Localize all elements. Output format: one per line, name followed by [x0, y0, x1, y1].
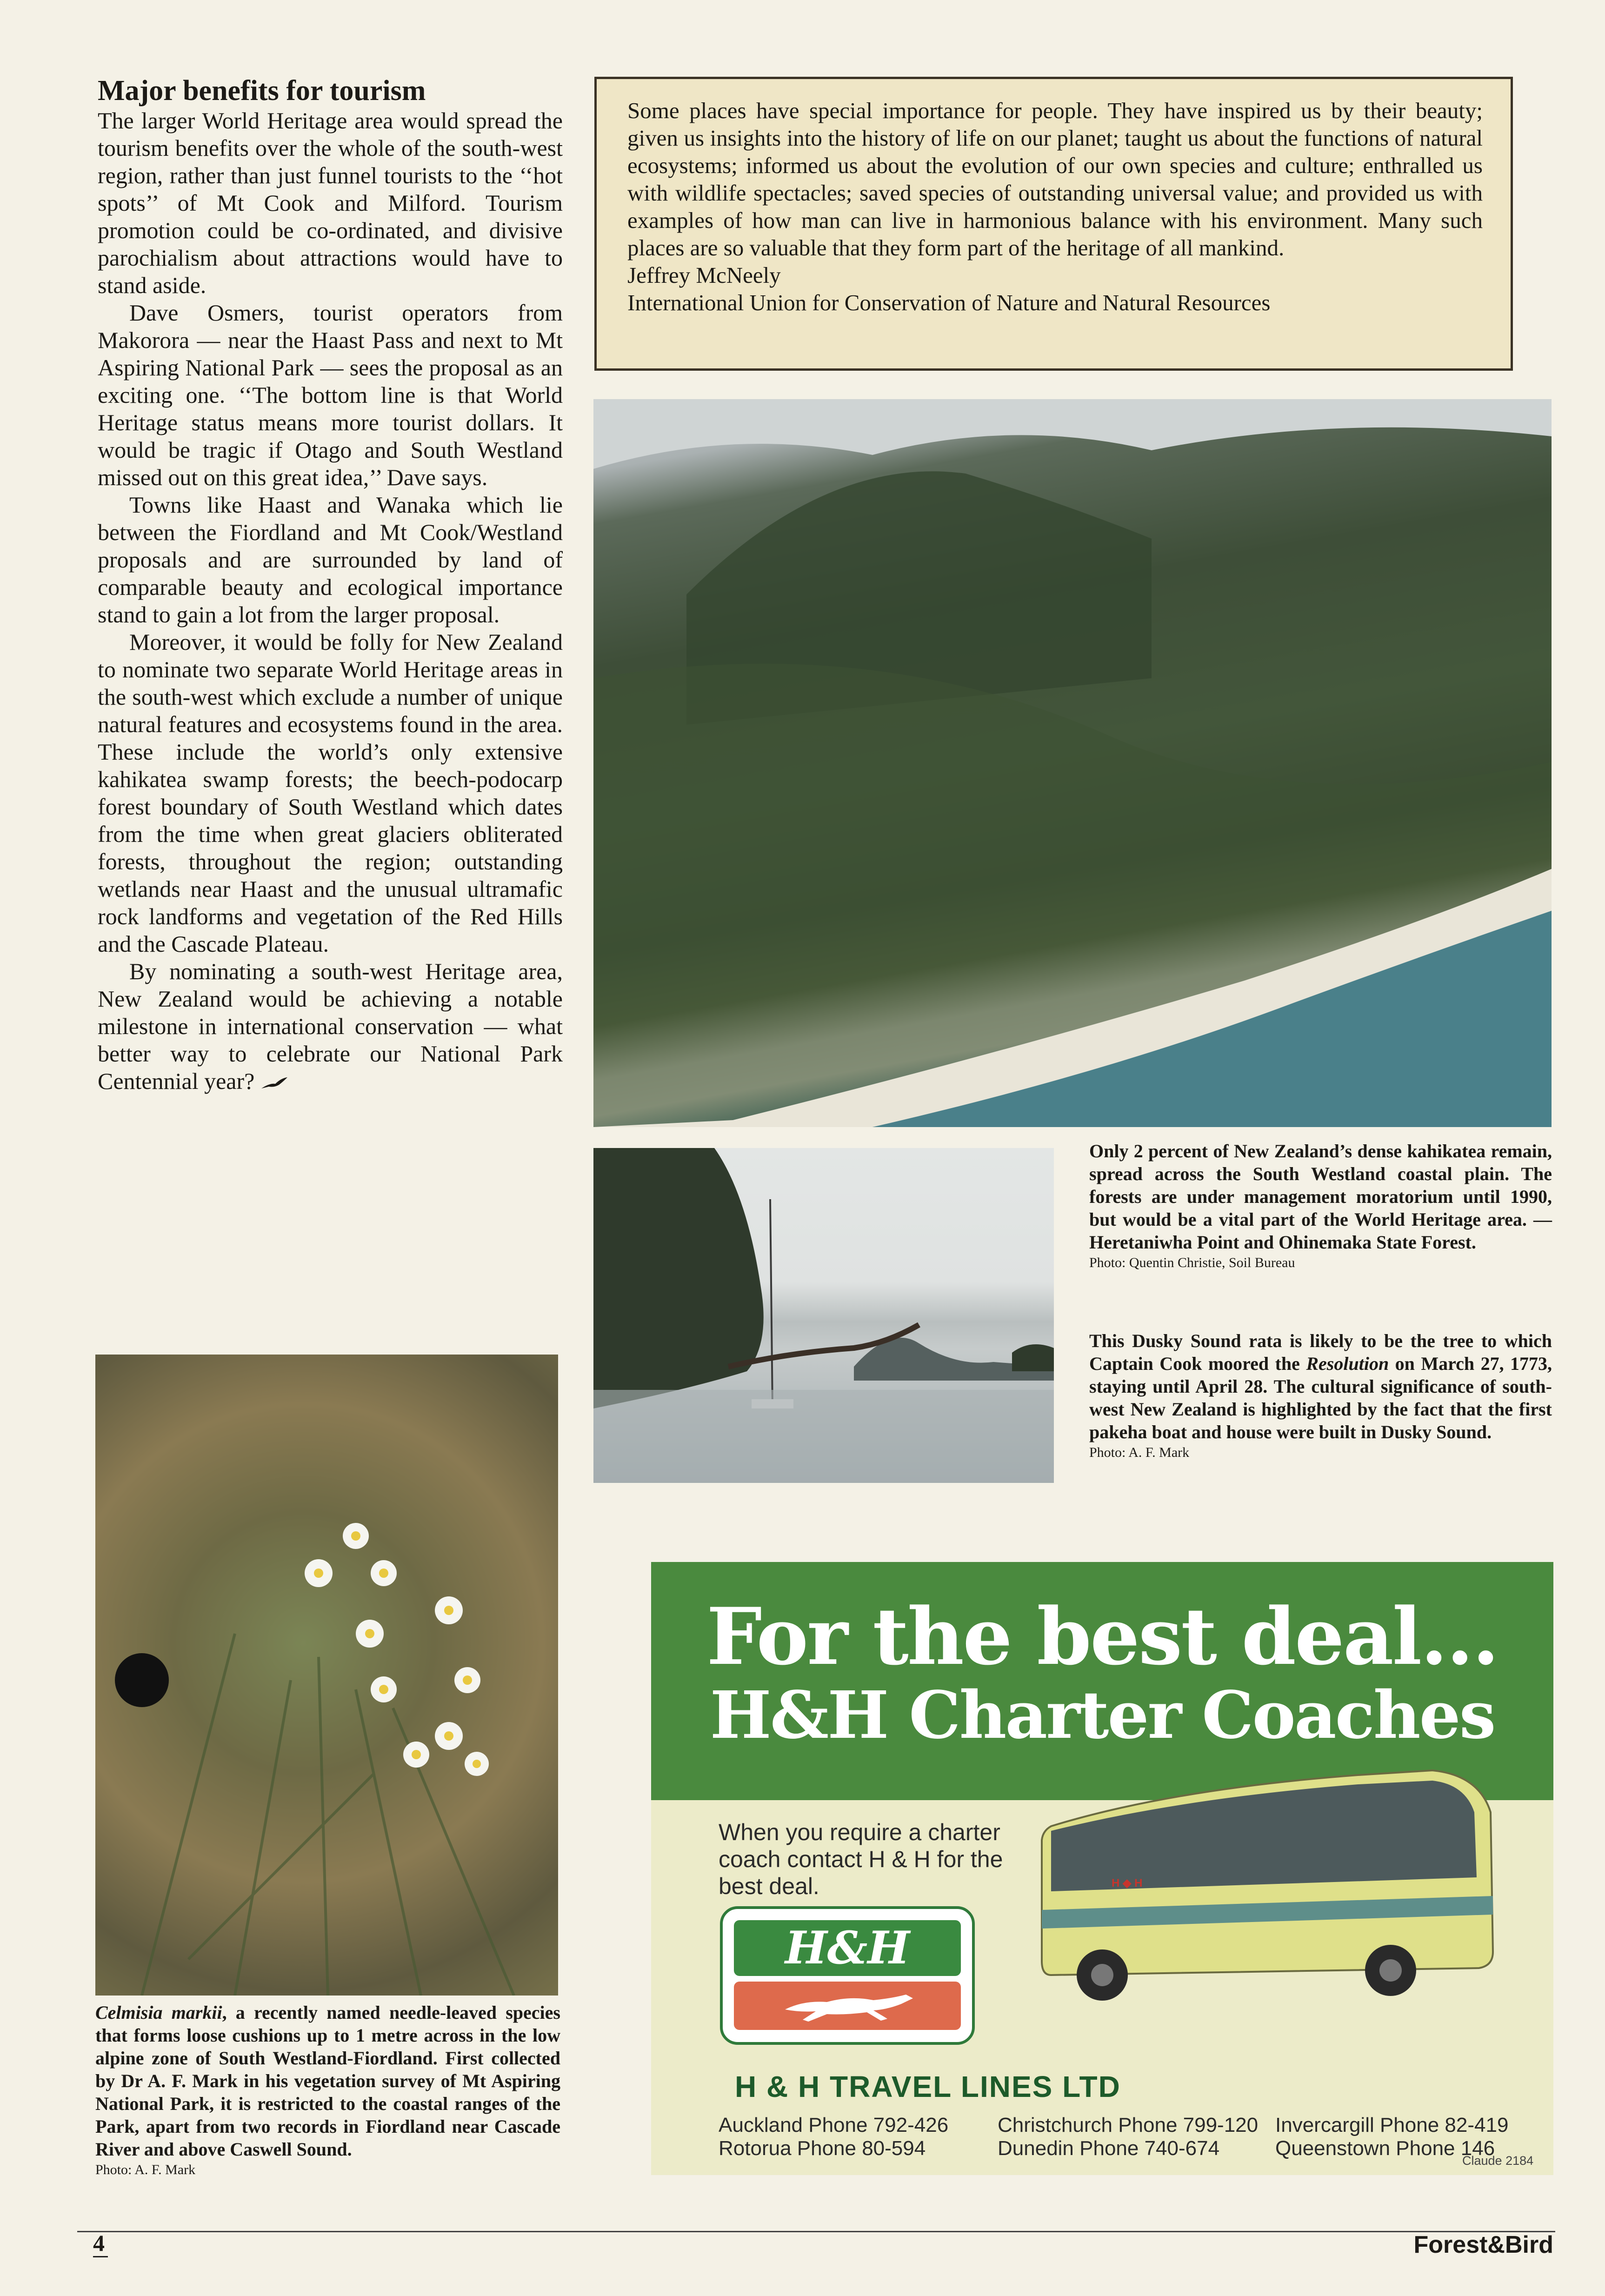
article-paragraph: Moreover, it would be folly for New Zealand to nominate two separate World Heritage areas in the south-west which exclude a number of unique natural features and ecosystems found in the area. These include the world’s only extensive kahikatea swamp forests; the beech-podocarp forest boundary of South Westland which dates from the time when great glaciers obliterated forests, throughout the region; outstanding wetlands near Haast and the unusual ultramafic rock landforms and vegetation of the Red Hills and the Cascade Plateau. [98, 629, 563, 957]
coast-caption-text: Only 2 percent of New Zealand’s dense kahikatea remain, spread across the South Westland coastal plain. The forests are under management moratorium until 1990, but would be a vital part of the World Heritage area. — Heretaniwha Point and Ohinemaka State Forest. [1089, 1141, 1552, 1253]
quote-author: Jeffrey McNeely [627, 262, 781, 288]
article-column [98, 74, 563, 1095]
celmisia-caption-body: , a recently named needle-leaved species that forms loose cushions up to 1 metre across in the low alpine zone of South Westland-Fiordland. First collected by Dr A. F. Mark in his vegetation survey of Mt Aspiring National Park, it is restricted to the coastal ranges of the Park, apart from two records in Fiordland near Cascade River and above Caswell Sound. [95, 2002, 560, 2160]
page-number: 4 [93, 2230, 105, 2256]
dusky-sound-photo [593, 1148, 1054, 1483]
article-paragraph: Towns like Haast and Wanaka which lie between the Fiordland and Mt Cook/Westland proposals and are surrounded by land of comparable beauty and ecological importance stand to gain a lot from the larger proposal. [98, 492, 563, 627]
masthead: Forest&Bird [1413, 2231, 1553, 2258]
greyhound-icon [734, 1982, 961, 2030]
dusky-caption-text [1089, 1329, 1552, 1443]
phone-rotorua: Rotorua Phone 80-594 [719, 2137, 926, 2160]
article-paragraph-text: By nominating a south-west Heritage area, New Zealand would be achieving a notable milestone in international conservation — what better way to celebrate our National Park Centennial year? [98, 958, 563, 1094]
hh-logo [720, 1906, 975, 2045]
celmisia-caption-text [95, 2001, 560, 2161]
hh-logo-text: H&H [734, 1920, 961, 1976]
coast-photo-caption [1089, 1140, 1552, 1272]
coach-bus-illustration [1032, 1756, 1502, 2017]
ad-company-name: H & H TRAVEL LINES LTD [735, 2070, 1121, 2103]
quote-text: Some places have special importance for people. They have inspired us by their beauty; given us insights into the history of life on our planet; taught us about the functions of natural ecosystems; informed us about the evolution of our own species and culture; enthralled us with wildlife spectacles; saved species of outstanding universal value; and provided us with examples of how man can live in harmonious balance with his environment. Many such places are so valuable that they form part of the heritage of all mankind. [627, 98, 1483, 260]
phone-invercargill: Invercargill Phone 82-419 [1275, 2114, 1509, 2136]
dusky-photo-caption [1089, 1329, 1552, 1462]
hh-logo-panel [734, 1982, 961, 2030]
coastal-forest-illustration [593, 399, 1552, 1127]
phone-auckland: Auckland Phone 792-426 [719, 2114, 949, 2136]
ad-code: Claude 2184 [1462, 2154, 1534, 2168]
article-paragraph: The larger World Heritage area would spread the tourism benefits over the whole of the south-west region, rather than just funnel tourists to the ‘‘hot spots’’ of Mt Cook and Milford. Tourism promotion could be co-ordinated, and divisive parochialism about attractions would have to stand aside. [98, 107, 563, 298]
dusky-caption-part1: This Dusky Sound rata is likely to be the tree to which Captain Cook moored the [1089, 1330, 1552, 1374]
bird-icon [260, 1076, 288, 1091]
quote-organization: International Union for Conservation of Nature and Natural Resources [627, 290, 1271, 315]
celmisia-species-name: Celmisia markii [95, 2002, 222, 2023]
celmisia-illustration [95, 1355, 558, 1996]
celmisia-photo-credit: Photo: A. F. Mark [95, 2162, 196, 2177]
phone-queenstown: Queenstown Phone 146 [1275, 2137, 1495, 2160]
coastal-forest-photo [593, 399, 1552, 1127]
page-number-underline [93, 2256, 108, 2257]
dusky-sound-illustration [593, 1148, 1054, 1483]
phone-christchurch: Christchurch Phone 799-120 [998, 2114, 1259, 2136]
article-paragraph: Dave Osmers, tourist operators from Makorora — near the Haast Pass and next to Mt Aspiring National Park — sees the proposal as an exciting one. ‘‘The bottom line is that World Heritage status means more tourist dollars. It would be tragic if Otago and South Westland missed out on this great idea,’’ Dave says. [98, 300, 563, 490]
svg-text:H ◆ H: H ◆ H [1112, 1877, 1143, 1889]
celmisia-photo-caption [95, 2001, 560, 2179]
phone-dunedin: Dunedin Phone 740-674 [998, 2137, 1220, 2160]
ad-headline-line2: H&H Charter Coaches [710, 1677, 1495, 1754]
celmisia-photo [95, 1355, 558, 1996]
ad-intro-text: When you require a charter coach contact H & H for the best deal. [719, 1819, 1003, 1899]
coast-photo-credit: Photo: Quentin Christie, Soil Bureau [1089, 1255, 1295, 1270]
coach-advertisement [651, 1562, 1553, 2175]
dusky-caption-ship: Resolution [1306, 1353, 1389, 1374]
article-heading: Major benefits for tourism [98, 75, 426, 107]
dusky-photo-credit: Photo: A. F. Mark [1089, 1445, 1190, 1460]
dusky-caption-part2: on March 27, 1773, staying until April 28. The cultural significance of south-west New Zealand is highlighted by the fact that the first pakeha boat and house were built in Dusky Sound. [1089, 1353, 1552, 1442]
ad-headline-line1: For the best deal... [706, 1590, 1498, 1682]
quote-box [594, 77, 1513, 371]
article-paragraph [98, 958, 563, 1095]
